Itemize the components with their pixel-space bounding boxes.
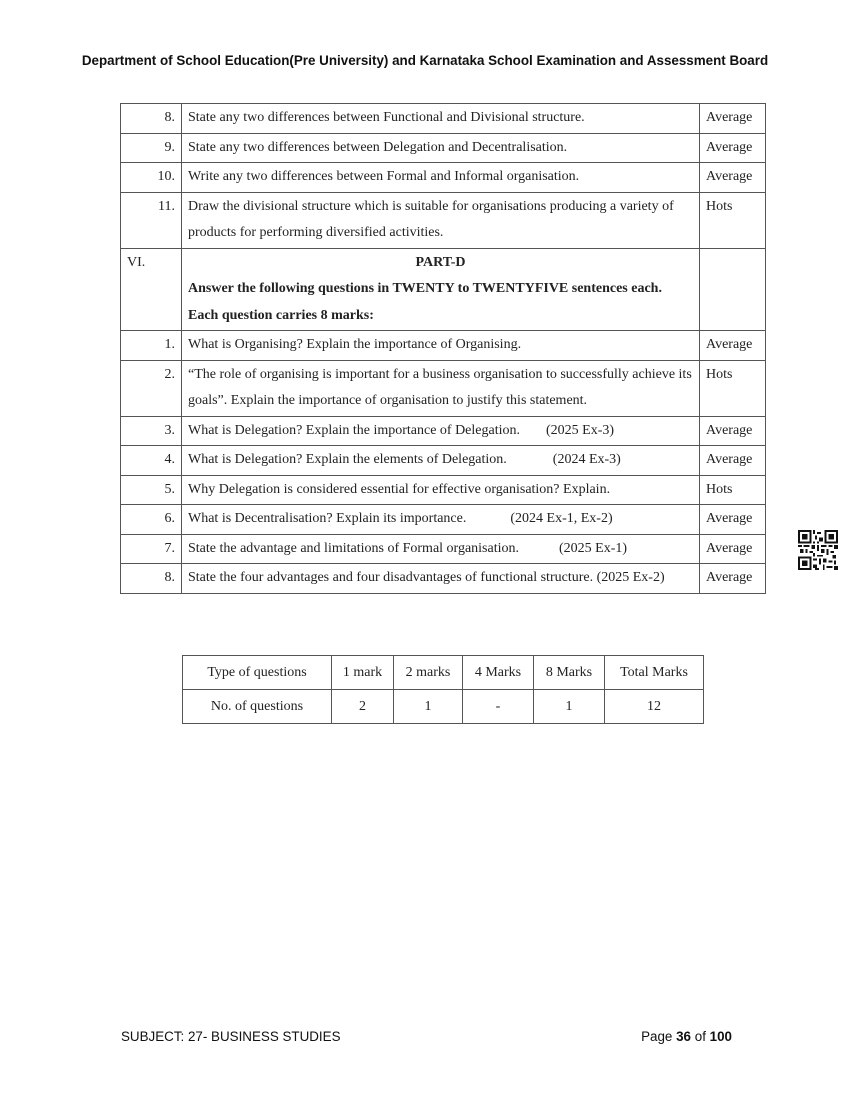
table-row	[121, 446, 766, 476]
question-text: What is Delegation? Explain the importance of Delegation.	[188, 422, 520, 438]
summary-header-cell: 2 marks	[393, 656, 462, 690]
question-cell	[182, 534, 700, 564]
part-title: PART-D	[415, 254, 466, 270]
difficulty-level: Average	[700, 163, 766, 193]
question-number: 1.	[121, 331, 182, 361]
table-row	[121, 564, 766, 594]
summary-value-cell: -	[462, 690, 533, 724]
difficulty-level: Hots	[700, 475, 766, 505]
page-total: 100	[709, 1029, 732, 1044]
table-row	[121, 416, 766, 446]
question-text: State the four advantages and four disadvantages of functional structure. (2025 Ex-2)	[182, 564, 700, 594]
summary-value-row	[183, 690, 704, 724]
table-row	[121, 505, 766, 535]
difficulty-level: Hots	[700, 192, 766, 248]
summary-value-cell: 1	[393, 690, 462, 724]
question-text: State any two differences between Functional and Divisional structure.	[182, 104, 700, 134]
summary-value-cell: 2	[332, 690, 394, 724]
difficulty-level: Average	[700, 564, 766, 594]
summary-header-row	[183, 656, 704, 690]
page-current: 36	[676, 1029, 692, 1044]
difficulty-level: Average	[700, 534, 766, 564]
summary-header-cell: Type of questions	[183, 656, 332, 690]
section-number: VI.	[121, 248, 182, 331]
exam-reference: (2024 Ex-3)	[552, 452, 621, 467]
footer-page-number	[641, 1029, 732, 1044]
question-text: What is Delegation? Explain the elements of Delegation.	[188, 452, 507, 467]
question-number: 7.	[121, 534, 182, 564]
summary-header-cell: 1 mark	[332, 656, 394, 690]
empty-cell	[700, 248, 766, 331]
difficulty-level: Average	[700, 505, 766, 535]
question-number: 8.	[121, 104, 182, 134]
question-number: 5.	[121, 475, 182, 505]
question-number: 3.	[121, 416, 182, 446]
summary-value-cell: 1	[533, 690, 604, 724]
table-row	[121, 104, 766, 134]
exam-reference: (2025 Ex-3)	[546, 422, 615, 438]
difficulty-level: Average	[700, 416, 766, 446]
difficulty-level: Average	[700, 104, 766, 134]
table-row	[121, 475, 766, 505]
table-row	[121, 163, 766, 193]
part-d-heading-cell	[182, 248, 700, 331]
exam-reference: (2024 Ex-1, Ex-2)	[510, 511, 613, 526]
summary-header-cell: 8 Marks	[533, 656, 604, 690]
question-number: 6.	[121, 505, 182, 535]
difficulty-level: Average	[700, 446, 766, 476]
question-number: 4.	[121, 446, 182, 476]
footer-subject: SUBJECT: 27- BUSINESS STUDIES	[121, 1029, 341, 1044]
question-number: 2.	[121, 360, 182, 416]
question-cell	[182, 505, 700, 535]
questions-table	[120, 103, 766, 594]
difficulty-level: Hots	[700, 360, 766, 416]
question-text: State any two differences between Delegation and Decentralisation.	[182, 133, 700, 163]
qr-code-icon[interactable]	[797, 530, 839, 570]
page-header: Department of School Education(Pre University) and Karnataka School Examination and Assessment Board	[81, 53, 769, 68]
question-cell	[182, 416, 700, 446]
summary-header-cell: Total Marks	[605, 656, 704, 690]
question-number: 9.	[121, 133, 182, 163]
table-row	[121, 192, 766, 248]
question-text: Why Delegation is considered essential for effective organisation? Explain.	[182, 475, 700, 505]
page-word: Page	[641, 1029, 673, 1044]
table-row	[121, 360, 766, 416]
exam-reference: (2025 Ex-1)	[559, 540, 628, 556]
question-text: Write any two differences between Formal and Informal organisation.	[182, 163, 700, 193]
part-instruction: Answer the following questions in TWENTY to TWENTYFIVE sentences each. Each question carries 8 marks:	[188, 281, 662, 323]
difficulty-level: Average	[700, 331, 766, 361]
question-cell	[182, 446, 700, 476]
page-of: of	[694, 1029, 706, 1044]
summary-header-cell: 4 Marks	[462, 656, 533, 690]
question-text: What is Organising? Explain the importance of Organising.	[182, 331, 700, 361]
question-text: Draw the divisional structure which is suitable for organisations producing a variety of products for performing diversified activities.	[182, 192, 700, 248]
table-row	[121, 534, 766, 564]
table-row	[121, 331, 766, 361]
marks-summary-table	[182, 655, 704, 724]
table-row	[121, 133, 766, 163]
summary-value-cell: No. of questions	[183, 690, 332, 724]
question-number: 11.	[121, 192, 182, 248]
question-number: 8.	[121, 564, 182, 594]
summary-value-cell: 12	[605, 690, 704, 724]
question-text: “The role of organising is important for a business organisation to successfully achieve its goals”. Explain the importance of organisation to justify this statement.	[182, 360, 700, 416]
difficulty-level: Average	[700, 133, 766, 163]
part-d-header-row	[121, 248, 766, 331]
question-number: 10.	[121, 163, 182, 193]
question-text: What is Decentralisation? Explain its importance.	[188, 511, 467, 526]
question-text: State the advantage and limitations of Formal organisation.	[188, 540, 520, 556]
